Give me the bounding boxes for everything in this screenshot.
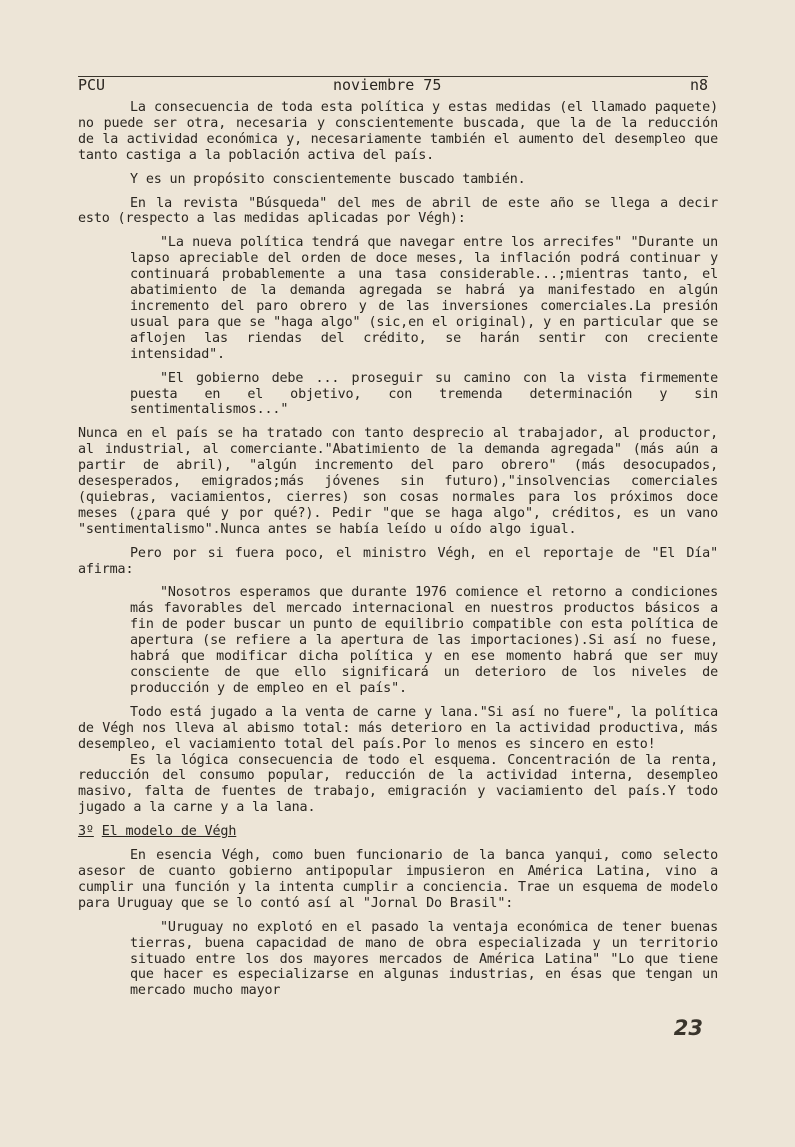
paragraph: En esencia Végh, como buen funcionario de la banca yanqui, como selecto asesor de cuanto gobierno antipopular impusieron en América Latina, vino a cumplir una función y la intenta cumplir a conciencia. Trae un esquema de modelo para Uruguay que se lo contó así al "Jornal Do Brasil": bbox=[78, 848, 718, 911]
section-title: El modelo de Végh bbox=[101, 824, 237, 840]
quote-paragraph: "El gobierno debe ... proseguir su camino con la vista firmemente puesta en el objetivo, con tremenda determinación y sin sentimentalismos..." bbox=[130, 370, 718, 418]
section-heading bbox=[78, 824, 718, 840]
paragraph: Nunca en el país se ha tratado con tanto desprecio al trabajador, al productor, al industrial, al comerciante."Abatimiento de la demanda agregada" (más aún a partir de abril), "algún incremento del paro obrero" (más desocupados, desesperados, emigrados;más jóvenes sin futuro),"insolvencias comerciales (quiebras, vaciamientos, cierres) son cosas normales para los próximos doce meses (¿para qué y por qué?). Pedir "que se haga algo", créditos, es un vano "sentimentalismo".Nunca antes se había leído u oído algo igual. bbox=[78, 426, 718, 537]
paragraph: En la revista "Búsqueda" del mes de abril de este año se llega a decir esto (respecto a las medidas aplicadas por Végh): bbox=[78, 195, 718, 227]
paragraph: Es la lógica consecuencia de todo el esquema. Concentración de la renta, reducción del consumo popular, reducción de la actividad interna, desempleo masivo, falta de fuentes de trabajo, emigración y vaciamiento del país.Y todo jugado a la carne y a la lana. bbox=[78, 752, 718, 816]
document-body bbox=[78, 100, 718, 1007]
page-header bbox=[78, 76, 708, 94]
paragraph: La consecuencia de toda esta política y estas medidas (el llamado paquete) no puede ser otra, necesaria y conscientemente buscada, que la de la reducción de la actividad económica y, necesariamente también el aumento del desempleo que tanto castiga a la población activa del país. bbox=[78, 100, 718, 163]
paragraph: Y es un propósito conscientemente buscado también. bbox=[130, 171, 526, 187]
page-number: 23 bbox=[673, 1016, 703, 1040]
paragraph: Todo está jugado a la venta de carne y lana."Si así no fuere", la política de Végh nos lleva al abismo total: más deterioro en la actividad productiva, más desempleo, el vaciamiento total del país.Por lo menos es sincero en esto! bbox=[78, 704, 718, 752]
section-number: 3º bbox=[78, 824, 94, 840]
header-date: noviembre 75 bbox=[333, 76, 442, 94]
header-org: PCU bbox=[78, 76, 106, 94]
paragraph: Pero por si fuera poco, el ministro Végh, en el reportaje de "El Día" afirma: bbox=[78, 545, 718, 577]
quote-paragraph: "La nueva política tendrá que navegar entre los arrecifes" "Durante un lapso apreciable del orden de doce meses, la inflación podrá continuar y continuará probablemente a una tasa considerable...;mientras tanto, el abatimiento de la demanda agregada se habrá ya manifestado en algún incremento del paro obrero y de las inversiones comerciales.La presión usual para que se "haga algo" (sic,en el original), y en particular que se aflojen las riendas del crédito, se harán sentir con creciente intensidad". bbox=[130, 235, 718, 362]
quote-paragraph: "Uruguay no explotó en el pasado la ventaja económica de tener buenas tierras, buena capacidad de mano de obra especializada y un territorio situado entre los dos mayores mercados de América Latina" "Lo que tiene que hacer es especializarse en algunas industrias, en ésas que tengan un mercado mucho mayor bbox=[130, 919, 718, 999]
header-issue: n8 bbox=[689, 76, 708, 94]
quote-paragraph: "Nosotros esperamos que durante 1976 comience el retorno a condiciones más favorables del mercado internacional en nuestros productos básicos a fin de poder buscar un punto de equilibrio compatible con esta política de apertura (se refiere a la apertura de las importaciones).Si así no fuese, habrá que modificar dicha política y en ese momento habrá que ser muy consciente de que ello significará un deterioro de los niveles de producción y de empleo en el país". bbox=[130, 585, 718, 696]
